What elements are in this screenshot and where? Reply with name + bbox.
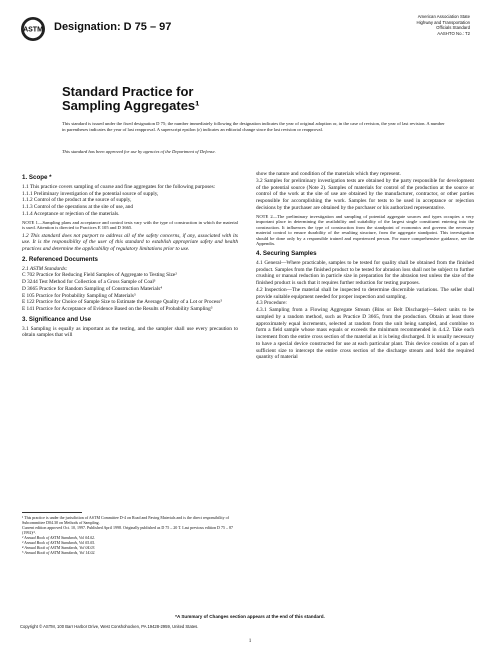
agency-line: AASHTO No.: T2 [437, 30, 470, 36]
summary-note: *A Summary of Changes section appears at the end of this standard. [175, 614, 325, 619]
paragraph: 1.1 This practice covers sampling of coarse and fine aggregates for the following purposes: [22, 183, 216, 190]
paragraph: 1.1.3 Control of the operations at the site of use, and [22, 204, 134, 210]
designation: Designation: D 75 – 97 [54, 21, 172, 33]
title-line-2: Sampling Aggregates¹ [62, 98, 200, 113]
paragraph: 3.2 Samples for preliminary investigation tests are obtained by the party responsible for development of the potential source (Note 2). Samples of materials for control of the production at the source or control of the work at the site of use are obtained by the manufacturer, contractor, or other parties responsible for accomplishing the work. Samples for tests to be used in acceptance or rejection decisions by the purchaser are obtained by the purchaser or his authorized representative. [256, 177, 474, 211]
paragraph: 4.3 Procedure: [256, 300, 287, 307]
paragraph: 1.1.2 Control of the product at the source of supply, [22, 197, 132, 204]
footnote: ⁵ Annual Book of ASTM Standards, Vol 14.02. [22, 550, 96, 555]
paragraph: 4.2 Inspection—The material shall be inspected to determine discernible variations. The seller shall provide suitable equipment needed for proper inspection and sampling. [256, 286, 474, 300]
footnotes [22, 515, 238, 555]
agency-line: Officials Standard [436, 25, 470, 31]
paragraph: 4.1 General—Where practicable, samples to be tested for quality shall be obtained from the finished product. Samples from the finished product to be tested for abrasion loss shall not be subject to further crushing or manual reduction in particle size in preparation for the abrasion test unless the size of the finished product is such that it requires further reduction for testing purposes. [256, 259, 474, 287]
agency-line: American Association State [417, 14, 470, 19]
paragraph: 1.1.4 Acceptance or rejection of the materials. [22, 210, 120, 217]
reference-item: D 3244 Test Method for Collection of a Gross Sample of Coal³ [22, 279, 156, 286]
paragraph: 4.3.1 Sampling from a Flowing Aggregate Stream (Bins or Belt Discharge)—Select units to be sampled by a random method, such as Practice D 3665, from the production. Obtain at least three approximately equal increments, selected at random from the unit being sampled, and combine to form a field sample whose mass equals or exceeds the minimum recommended in 4.4.2. Take each increment from the entire cross section of the material as it is being discharged. It is usually necessary to have a special device constructed for use at each particular plant. This device consists of a pan of sufficient size to intercept the entire cross section of the discharge stream and hold the required quantity of material [256, 307, 474, 361]
section-heading: 3. Significance and Use [22, 315, 92, 323]
reference-item: E 141 Practice for Acceptance of Evidence Based on the Results of Probability Sampling⁵ [22, 306, 213, 313]
right-column [256, 171, 474, 361]
note: NOTE 2—The preliminary investigation and sampling of potential aggregate sources and types occupies a very important place in determining the availability and suitability of the largest single constituent entering into the construction. It influences the type of construction from the standpoint of economics and governs the necessary material control to ensure durability of the resulting structure, from the aggregate standpoint. This investigation should be done only by a responsible trained and experienced person. For more comprehensive guidance, see the Appendix. [256, 213, 474, 247]
footnote: ² Annual Book of ASTM Standards, Vol 04.02. [22, 535, 96, 540]
reference-item: E 105 Practice for Probability Sampling of Materials⁵ [22, 292, 136, 299]
footnote: ¹ This practice is under the jurisdiction of ASTM Committee D-4 on Road and Paving Materials and is the direct responsibility of Subcommittee D04.30 on Methods of Sampling. [22, 515, 229, 525]
reference-item: E 122 Practice for Choice of Sample Size to Estimate the Average Quality of a Lot or Process⁵ [22, 299, 223, 306]
astm-logo-icon [20, 16, 46, 42]
footnote: ⁴ Annual Book of ASTM Standards, Vol 04.03. [22, 545, 96, 550]
copyright: Copyright © ASTM, 100 Barr Harbor Drive, West Conshohocken, PA 19428-2959, United States. [20, 624, 199, 629]
reference-item: D 3665 Practice for Random Sampling of Construction Materials⁴ [22, 285, 163, 292]
reference-item: C 702 Practice for Reducing Field Samples of Aggregate to Testing Size² [22, 272, 177, 279]
footnote: ³ Annual Book of ASTM Standards, Vol 05.05. [22, 540, 96, 545]
svg-text:ASTM: ASTM [23, 26, 43, 34]
footnote-divider [22, 512, 82, 513]
safety-paragraph: 1.2 This standard does not purport to address all of the safety concerns, if any, associated with its use. It is the responsibility of the user of this standard to establish appropriate safety and health practices and determine the applicability of regulatory limitations prior to use. [22, 232, 238, 253]
issuance-note: This standard is issued under the fixed designation D 75; the number immediately following the designation indicates the year of original adoption or, in the case of revision, the year of last revision. A number in parentheses indicates the year of last reapproval. A superscript epsilon (ε) indicates an editorial change since the last revision or reapproval. [62, 121, 445, 133]
agency-line: Highway and Transportation [416, 19, 470, 25]
section-heading: 4. Securing Samples [256, 250, 317, 258]
page-number: 1 [248, 638, 252, 644]
paragraph: 2.1 ASTM Standards: [22, 265, 68, 272]
agency-block [416, 14, 470, 36]
section-heading: 1. Scope * [22, 174, 52, 181]
document-title [62, 85, 199, 113]
title-line-1: Standard Practice for [62, 84, 194, 99]
left-column [22, 171, 238, 339]
footnote: Current edition approved Oct. 10, 1997. Published April 1998. Originally published as D 75 – 20 T. Last previous edition D 75 – 87 (1992)ᵉ¹. [22, 525, 233, 535]
note: NOTE 1—Sampling plans and acceptance and control tests vary with the type of construction in which the material is used. Attention is directed to Practices E 105 and D 3665. [22, 219, 238, 231]
approval-note: This standard has been approved for use by agencies of the Department of Defense. [62, 149, 216, 154]
paragraph: show the nature and condition of the materials which they represent. [256, 171, 401, 177]
paragraph: 3.1 Sampling is equally as important as the testing, and the sampler shall use every precaution to obtain samples that will [22, 325, 238, 339]
section-heading: 2. Referenced Documents [22, 255, 98, 263]
paragraph: 1.1.1 Preliminary investigation of the potential source of supply, [22, 190, 159, 197]
